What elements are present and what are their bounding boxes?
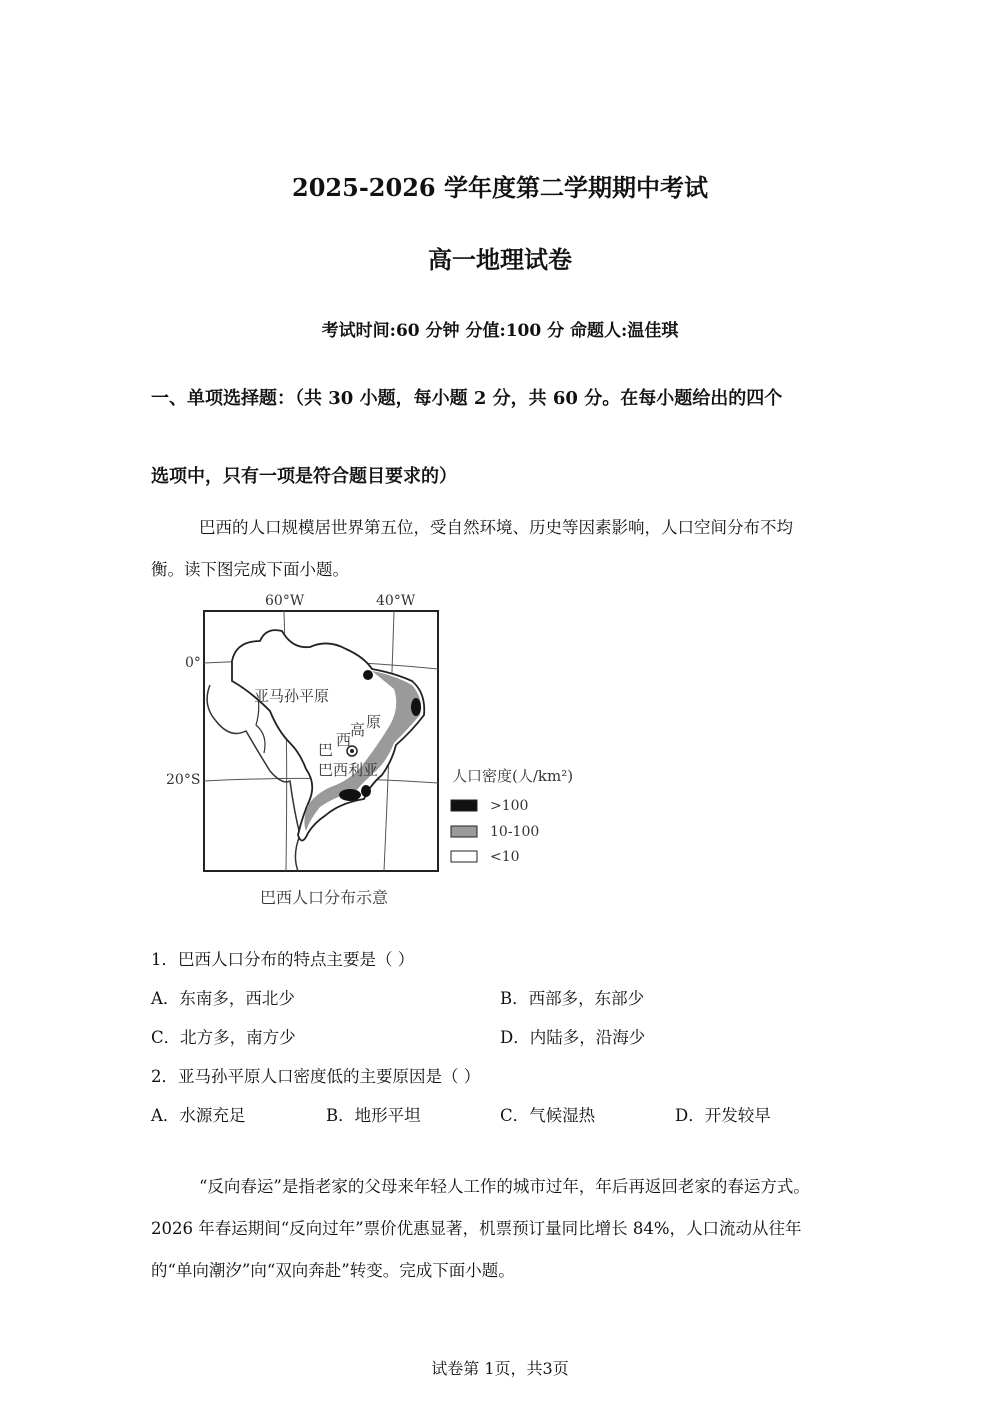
lat-label-0: 0° — [185, 655, 201, 671]
question-1-option-d[interactable]: D．内陆多，沿海少 — [500, 1028, 646, 1047]
question-2-option-d[interactable]: D．开发较早 — [675, 1106, 771, 1125]
section-heading-line2: 选项中，只有一项是符合题目要求的） — [151, 466, 457, 487]
question-1-option-c[interactable]: C．北方多，南方少 — [151, 1028, 296, 1047]
legend-swatch-medium — [451, 826, 477, 837]
label-brazil-1: 巴 — [318, 741, 334, 759]
legend-swatch-low — [451, 851, 477, 862]
question-1-stem: 1．巴西人口分布的特点主要是（ ） — [151, 950, 415, 969]
passage2-line2: 2026 年春运期间“反向过年”票价优惠显著，机票预订量同比增长 84%，人口流动从往年 — [151, 1219, 802, 1238]
legend-swatch-high — [451, 800, 477, 811]
lat-label-20s: 20°S — [166, 772, 201, 788]
exam-title: 2025-2026 学年度第二学期期中考试 — [292, 173, 708, 202]
question-2-option-c[interactable]: C．气候湿热 — [500, 1106, 596, 1125]
question-2-option-a[interactable]: A．水源充足 — [151, 1106, 246, 1125]
passage1-line1: 巴西的人口规模居世界第五位，受自然环境、历史等因素影响，人口空间分布不均 — [199, 518, 793, 537]
label-brazil-2: 西 — [336, 731, 352, 749]
lon-label-60w: 60°W — [265, 593, 305, 609]
question-1-option-a[interactable]: A．东南多，西北少 — [151, 989, 295, 1008]
section-heading-line1: 一、单项选择题：（共 30 小题，每小题 2 分，共 60 分。在每小题给出的四个 — [151, 388, 783, 409]
lon-label-40w: 40°W — [376, 593, 416, 609]
passage2-line1: “反向春运”是指老家的父母来年轻人工作的城市过年，年后再返回老家的春运方式。 — [199, 1177, 810, 1196]
density-high-spot — [339, 789, 361, 801]
question-2-option-b[interactable]: B．地形平坦 — [326, 1106, 421, 1125]
question-1-option-b[interactable]: B．西部多，东部少 — [500, 989, 645, 1008]
exam-meta: 考试时间:60 分钟 分值:100 分 命题人:温佳琪 — [321, 321, 679, 341]
legend-label-high: >100 — [490, 798, 529, 814]
density-high-spot — [361, 785, 371, 797]
legend-label-low: <10 — [490, 849, 520, 865]
label-plateau-1: 高 — [350, 721, 366, 739]
density-high-spot — [363, 670, 373, 680]
label-capital: 巴西利亚 — [318, 761, 379, 779]
passage2-line3: 的“单向潮汐”向“双向奔赴”转变。完成下面小题。 — [151, 1261, 515, 1280]
passage1-line2: 衡。读下图完成下面小题。 — [151, 560, 349, 579]
legend-label-medium: 10-100 — [490, 824, 540, 840]
label-amazon-plain: 亚马孙平原 — [254, 687, 330, 705]
legend-title: 人口密度(人/km²) — [452, 767, 574, 785]
density-high-spot — [411, 698, 421, 716]
brazil-population-map — [150, 585, 600, 915]
page-footer: 试卷第 1页，共3页 — [431, 1359, 569, 1378]
map-caption: 巴西人口分布示意 — [260, 888, 389, 907]
exam-subtitle: 高一地理试卷 — [428, 245, 572, 274]
question-2-stem: 2．亚马孙平原人口密度低的主要原因是（ ） — [151, 1067, 481, 1086]
label-plateau-2: 原 — [366, 713, 382, 731]
